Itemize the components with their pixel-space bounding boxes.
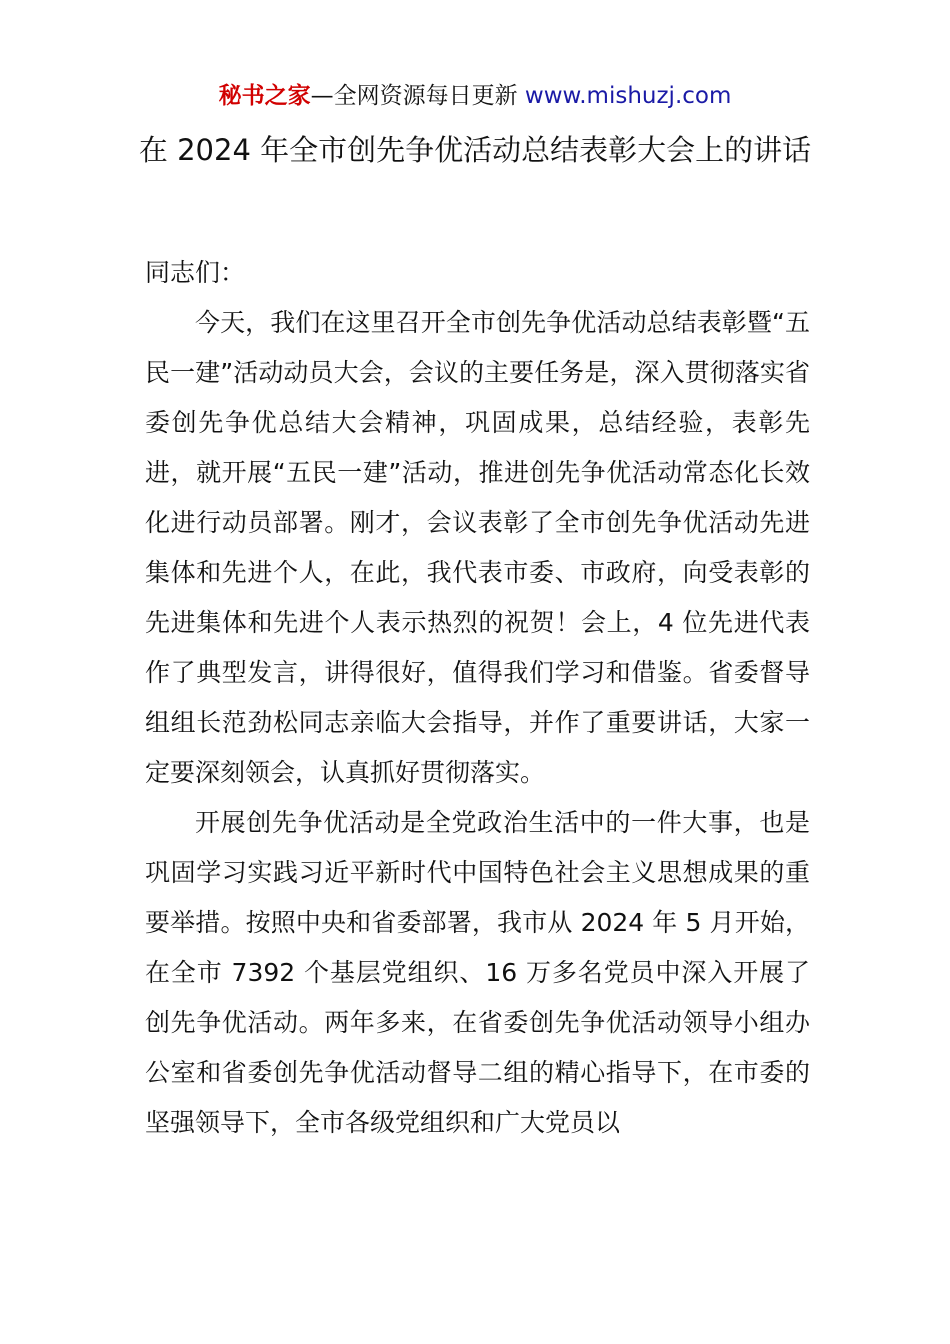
paragraph-1: 今天，我们在这里召开全市创先争优活动总结表彰暨“五民一建”活动动员大会，会议的主要任务是，深入贯彻落实省委创先争优总结大会精神，巩固成果，总结经验，表彰先进，就开展“五民一建”活动，推进创先争优活动常态化长效化进行动员部署。刚才，会议表彰了全市创先争优活动先进集体和先进个人，在此，我代表市委、市政府，向受表彰的先进集体和先进个人表示热烈的祝贺！会上，4 位先进代表作了典型发言，讲得很好，值得我们学习和借鉴。省委督导组组长范劲松同志亲临大会指导，并作了重要讲话，大家一定要深刻领会，认真抓好贯彻落实。 [145, 308, 810, 787]
site-url-link[interactable]: www.mishuzj.com [524, 83, 732, 109]
paragraph-2: 开展创先争优活动是全党政治生活中的一件大事，也是巩固学习实践习近平新时代中国特色社会主义思想成果的重要举措。按照中央和省委部署，我市从 2024 年 5 月开始，在全市 7392 个基层党组织、16 万多名党员中深入开展了创先争优活动。两年多来，在省委创先争优活动领导小组办公室和省委创先争优活动督导二组的精心指导下，在市委的坚强领导下，全市各级党组织和广大党员以 [145, 808, 810, 1137]
header-slogan: —全网资源每日更新 [310, 83, 525, 109]
site-header [0, 80, 950, 112]
salutation: 同志们： [145, 258, 246, 287]
brand-name: 秘书之家 [218, 83, 311, 109]
document-body [145, 248, 810, 1148]
document-title: 在 2024 年全市创先争优活动总结表彰大会上的讲话 [138, 133, 812, 167]
